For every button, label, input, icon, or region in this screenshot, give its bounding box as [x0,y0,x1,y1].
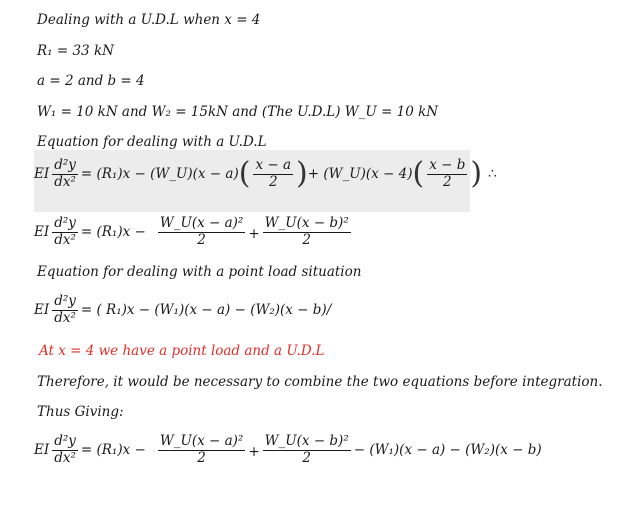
eq4-frac1-num: W_U(x − a)² [159,433,244,449]
at-x-note: At x = 4 we have a point load and a U.D.L [39,343,325,359]
eq2-frac1-num: W_U(x − a)² [159,215,244,231]
equation-point-load [34,294,331,326]
r1-line: R₁ = 33 kN [37,43,114,59]
d2y-numerator: d²y [54,433,76,449]
eq1-fraction-a [253,158,293,190]
d2y-dx2-fraction [52,434,78,466]
plus-sign: + [248,444,260,461]
eq2-fraction-1 [158,216,246,248]
ab-line: a = 2 and b = 4 [37,73,145,89]
eq1-frac-b-den: 2 [443,173,452,190]
eq2-part-a: = (R₁)x − [80,224,146,241]
eq4-frac2-num: W_U(x − b)² [264,433,349,449]
d2y-numerator: d²y [54,215,76,231]
d2y-numerator: d²y [54,293,76,309]
eq1-frac-a-num: x − a [255,157,292,173]
eq2-frac2-den: 2 [302,231,311,248]
thus-giving: Thus Giving: [37,404,124,420]
plus-sign: + [248,226,260,243]
dx2-denominator: dx² [54,449,76,466]
equation-combined [34,434,542,466]
ei-label: EI [34,224,50,241]
ei-label: EI [34,166,50,183]
equation-udl-full: EI $\frac{\text{d²y}}{\text{dx²}}$ = (R₁)x − (W_U)(x − a) ( $\frac{x - a}{2}$ ) + (W_U)(x − 4) ( $\frac{x - b}{2}$ ) ∴ [34,156,497,192]
eq1-frac-b-num: x − b [429,157,466,173]
eq3-body: = ( R₁)x − (W₁)(x − a) − (W₂)(x − b)/ [80,302,332,319]
eq4-frac2-den: 2 [302,449,311,466]
eq4-tail: − (W₁)(x − a) − (W₂)(x − b) [353,442,542,459]
therefore-symbol: ∴ [488,166,497,183]
dx2-denominator: dx² [54,309,76,326]
d2y-dx2-fraction [52,158,78,190]
therefore-line: Therefore, it would be necessary to combine the two equations before integration. [37,374,603,390]
dx2-denominator: dx² [54,231,76,248]
point-heading: Equation for dealing with a point load situation [37,264,362,280]
eq1-part-b: + (W_U)(x − 4) [307,166,413,183]
eq1-frac-a-den: 2 [268,173,278,190]
loads-line: W₁ = 10 kN and W₂ = 15kN and (The U.D.L) W_U = 10 kN [37,104,439,120]
eq2-frac2-num: W_U(x − b)² [264,215,349,231]
d2y-dx2-fraction [52,294,78,326]
eq4-part-a: = (R₁)x − [80,442,146,459]
eq4-frac1-den: 2 [197,449,206,466]
d2y-dx2-fraction [52,216,78,248]
eq2-fraction-2 [263,216,351,248]
eq1-fraction-b [427,158,467,190]
eq2-frac1-den: 2 [197,231,206,248]
eq1-part-a: = (R₁)x − (W_U)(x − a) [80,166,239,183]
dx2-denominator: dx² [54,173,76,190]
equation-udl-simplified [34,216,354,248]
ei-label: EI [34,302,50,319]
ei-label: EI [34,442,50,459]
eq4-fraction-2 [263,434,351,466]
eq4-fraction-1 [158,434,246,466]
title-line: Dealing with a U.D.L when x = 4 [37,12,261,28]
d2y-numerator: d²y [54,157,76,173]
udl-heading: Equation for dealing with a U.D.L [37,134,267,150]
